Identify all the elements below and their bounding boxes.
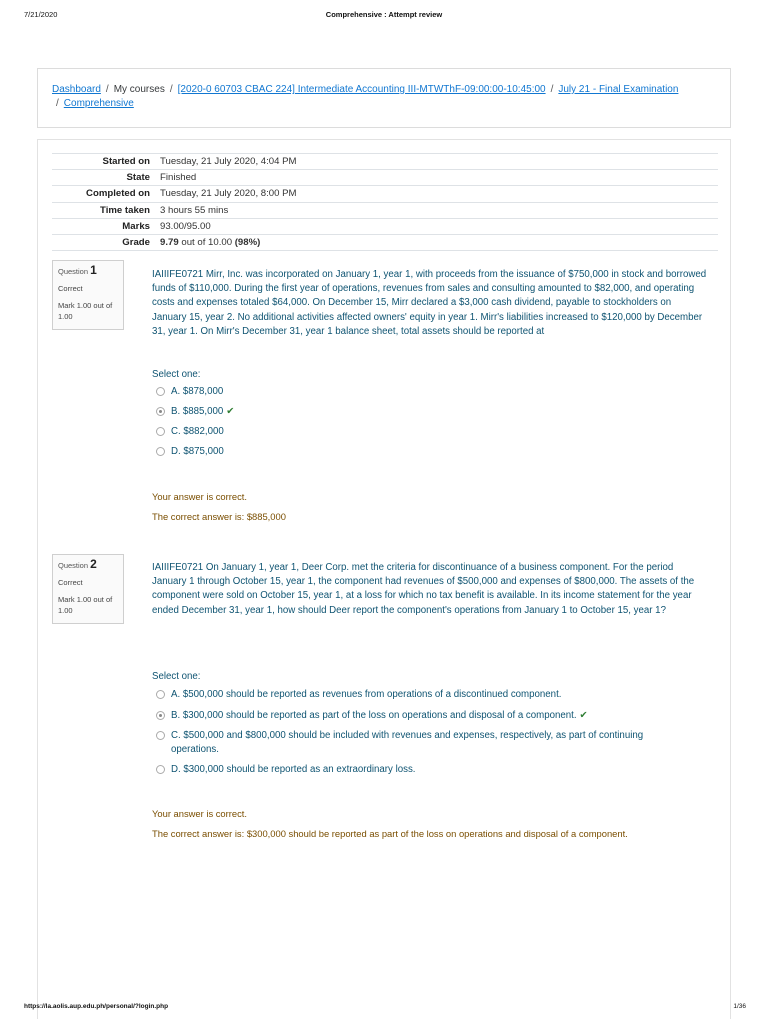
summary-row-time-taken: [52, 202, 718, 218]
answer-option-label: B. $300,000 should be reported as part of the loss on operations and disposal of a component. ✔: [171, 710, 588, 721]
summary-row-completed: [52, 186, 718, 202]
select-one-prompt: Select one:: [152, 369, 201, 380]
radio-button[interactable]: [156, 427, 165, 436]
question-mark: Mark 1.00 out of 1.00: [58, 595, 113, 615]
attempt-review: [37, 139, 731, 1019]
answer-feedback: Your answer is correct.: [152, 808, 248, 819]
attempt-summary-table: [52, 153, 718, 251]
answer-option-label: A. $500,000 should be reported as revenues from operations of a discontinued component.: [171, 689, 562, 700]
answer-feedback: Your answer is correct.: [152, 491, 248, 502]
question-text: IAIIIFE0721 On January 1, year 1, Deer Corp. met the criteria for discontinuance of a business component. For the period January 1 through October 15, year 1, the component had revenues of $500,000 and expenses of $800,000. The assets of the component were sold on October 15, year 1, at a loss for which no tax benefit is available. In its income statement for the year ended December 31, year 1, how should Deer report the component's operations from January 1 to October 15, year 1?: [152, 562, 695, 616]
question-number: 2: [90, 557, 97, 571]
radio-button[interactable]: [156, 447, 165, 456]
summary-label: Completed on: [52, 186, 155, 202]
summary-label: Marks: [52, 218, 155, 234]
print-date: 7/21/2020: [24, 10, 58, 19]
breadcrumb-separator: /: [105, 84, 109, 95]
print-footer: [0, 1003, 768, 1015]
breadcrumb-separator: /: [169, 84, 173, 95]
grade-suffix: out of 10.00: [178, 237, 235, 249]
question-text: IAIIIFE0721 Mirr, Inc. was incorporated on January 1, year 1, with proceeds from the issuance of $750,000 in stock and borrowed funds of $110,000. During the first year of operations, revenues from sales and consulting amounted to $82,000, and operating costs and expenses totaled $64,000. On December 15, Mirr declared a $3,000 cash dividend, payable to stockholders on January 15, year 2. No additional activities affected owners' equity in year 1. Mirr's liabilities increased to $120,000 by December 31, year 1. On Mirr's December 31, year 1 balance sheet, total assets should be reported at: [152, 269, 707, 337]
breadcrumb-separator: /: [550, 84, 554, 95]
breadcrumb-quiz-link[interactable]: Comprehensive: [63, 98, 134, 109]
summary-row-state: [52, 170, 718, 186]
breadcrumb-exam-link[interactable]: July 21 - Final Examination: [558, 84, 679, 95]
answer-option-label: C. $882,000: [171, 426, 224, 437]
radio-button[interactable]: [156, 690, 165, 699]
question-label: Question: [58, 561, 89, 570]
print-title: Comprehensive : Attempt review: [325, 10, 443, 19]
print-url: https://la.aolis.aup.edu.ph/personal/?login.php: [24, 1003, 169, 1010]
correct-answer-text: The correct answer is: $885,000: [152, 511, 286, 522]
summary-row-grade: [52, 234, 718, 250]
question-state: Correct: [58, 578, 83, 587]
print-header: [0, 10, 768, 22]
check-icon: ✔: [226, 406, 235, 417]
question-info: [52, 554, 124, 624]
answer-option-label: B. $885,000 ✔: [171, 406, 235, 417]
radio-button-selected[interactable]: [156, 407, 165, 416]
breadcrumb-my-courses: My courses: [113, 84, 165, 95]
summary-label: State: [52, 170, 155, 186]
print-page-number: 1/36: [733, 1003, 746, 1010]
correct-answer-text: The correct answer is: $300,000 should be reported as part of the loss on operations and disposal of a component.: [152, 828, 628, 839]
question-number: 1: [90, 263, 97, 277]
summary-value: Tuesday, 21 July 2020, 8:00 PM: [155, 186, 718, 202]
summary-row-started: [52, 154, 718, 170]
answer-option-label: D. $300,000 should be reported as an extraordinary loss.: [171, 764, 416, 775]
summary-value: 3 hours 55 mins: [155, 202, 718, 218]
summary-value: 93.00/95.00: [155, 218, 718, 234]
summary-label: Grade: [52, 234, 155, 250]
answer-option-label: A. $878,000: [171, 386, 224, 397]
question-info: [52, 260, 124, 330]
summary-value: Finished: [155, 170, 718, 186]
grade-value: 9.79: [160, 237, 179, 249]
question-label: Question: [58, 267, 89, 276]
question-state: Correct: [58, 284, 83, 293]
answer-option-label: D. $875,000: [171, 446, 224, 457]
summary-value: Tuesday, 21 July 2020, 4:04 PM: [155, 154, 718, 170]
breadcrumb-course-link[interactable]: [2020-0 60703 CBAC 224] Intermediate Accounting III-MTWThF-09:00:00-10:45:00: [177, 84, 546, 95]
radio-button[interactable]: [156, 731, 165, 740]
radio-button[interactable]: [156, 765, 165, 774]
select-one-prompt: Select one:: [152, 671, 201, 682]
breadcrumb: [37, 68, 731, 128]
summary-row-marks: [52, 218, 718, 234]
summary-label: Time taken: [52, 202, 155, 218]
breadcrumb-dashboard-link[interactable]: Dashboard: [52, 84, 101, 95]
breadcrumb-separator: /: [56, 98, 59, 109]
radio-button-selected[interactable]: [156, 711, 165, 720]
question-mark: Mark 1.00 out of 1.00: [58, 301, 113, 321]
check-icon: ✔: [579, 710, 588, 721]
summary-label: Started on: [52, 154, 155, 170]
grade-percent: (98%): [234, 237, 261, 249]
answer-option-label: C. $500,000 and $800,000 should be included with revenues and expenses, respectively, as part of continuing operations.: [171, 730, 644, 755]
radio-button[interactable]: [156, 387, 165, 396]
summary-value: [155, 234, 718, 250]
